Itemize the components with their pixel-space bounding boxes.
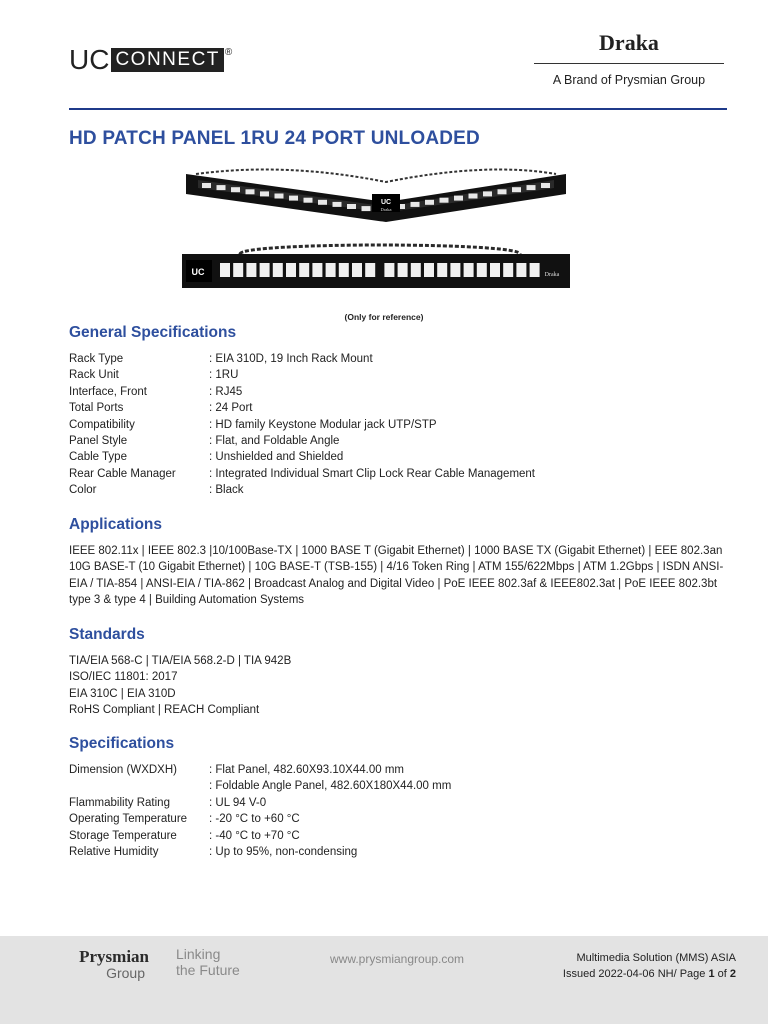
document-title: HD PATCH PANEL 1RU 24 PORT UNLOADED (69, 128, 480, 149)
draka-brand-block (534, 30, 724, 87)
general-specifications-heading: General Specifications (69, 324, 237, 341)
port-slot (527, 185, 536, 190)
port-slot (512, 187, 521, 192)
standards-line: EIA 310C | EIA 310D (69, 687, 176, 700)
port-slot (304, 198, 313, 203)
image-caption: (Only for reference) (344, 312, 424, 322)
port-slot (260, 263, 270, 277)
port-slot (450, 263, 460, 277)
spec-label: Total Ports (69, 402, 124, 415)
port-slot (477, 263, 487, 277)
brand-tagline: A Brand of Prysmian Group (552, 73, 706, 87)
slogan-line-1: Linking (176, 946, 221, 962)
port-slot (326, 263, 336, 277)
spec-value: : 24 Port (209, 402, 253, 415)
port-slot (437, 263, 447, 277)
spec-value: : Foldable Angle Panel, 482.60X180X44.00 mm (209, 780, 452, 793)
port-slot (318, 200, 327, 205)
spec-row (69, 433, 535, 449)
port-slot (273, 263, 283, 277)
port-slot (233, 263, 243, 277)
standards-list (69, 653, 729, 719)
spec-label: Cable Type (69, 451, 127, 464)
spec-label: Relative Humidity (69, 846, 159, 859)
prysmian-logo-text: Prysmian (79, 947, 149, 966)
spec-label: Color (69, 484, 97, 497)
spec-value: : Flat Panel, 482.60X93.10X44.00 mm (209, 764, 404, 776)
prysmian-group-logo (69, 948, 149, 980)
standards-line: TIA/EIA 568-C | TIA/EIA 568.2-D | TIA 942B (69, 655, 292, 667)
port-slot (483, 191, 492, 196)
port-slot (260, 191, 269, 196)
port-slot (347, 204, 356, 209)
spec-row (69, 417, 535, 433)
spec-label: Rack Type (69, 353, 124, 365)
flat-patch-panel-image (180, 238, 572, 296)
port-slot (339, 263, 349, 277)
spec-row (69, 828, 451, 844)
port-slot (246, 189, 255, 194)
port-slot (286, 263, 296, 277)
port-slot (231, 187, 240, 192)
page-total: 2 (729, 968, 736, 980)
port-slot (469, 194, 478, 199)
spec-row (69, 795, 451, 811)
port-slot (220, 263, 230, 277)
slogan-line-2: the Future (176, 962, 240, 978)
port-slot (362, 206, 371, 211)
spec-label: Compatibility (69, 418, 135, 431)
specifications-heading: Specifications (69, 735, 175, 752)
spec-value: : RJ45 (209, 385, 243, 398)
page-of: of (714, 968, 730, 980)
spec-label: Dimension (WXDXH) (69, 764, 177, 776)
port-slot (289, 196, 298, 201)
spec-value: : -40 °C to +70 °C (209, 829, 300, 842)
port-slot (464, 263, 474, 277)
port-slot (541, 183, 550, 188)
port-slot (202, 183, 211, 188)
document-meta (563, 950, 736, 982)
panel-brand-text: Draka (380, 207, 392, 212)
spec-label: Flammability Rating (69, 796, 170, 809)
spec-value: : Flat, and Foldable Angle (209, 435, 340, 448)
logo-connect-text: CONNECT (111, 48, 223, 72)
issued-text: Issued 2022-04-06 NH/ Page (562, 968, 709, 980)
website-url: www.prysmiangroup.com (330, 952, 465, 966)
port-slot (299, 263, 309, 277)
applications-text: IEEE 802.11x | IEEE 802.3 |10/100Base-TX | 1000 BASE T (Gigabit Ethernet) | 1000 BASE TX (Gigabit Ethernet) | EEE 802.3an 10G BASE-T (10 Gigabit Ethernet) | 10G BASE-T (TSB-155) | 4/16 Token Ring | ATM 155/622Mbps | ATM 1.2Gbps | ISDN ANSI-EIA / TIA-854 | ANSI-EIA / TIA-862 | Broadcast Analog and Digital Video | PoE IEEE 802.3af & IEEE802.3at | PoE IEEE 802.3bt type 3 & type 4 | Building Automation Systems (69, 545, 724, 607)
port-slot (530, 263, 540, 277)
spec-row (69, 384, 535, 400)
brand-divider (534, 63, 724, 64)
spec-value: : Integrated Individual Smart Clip Lock Rear Cable Management (209, 467, 536, 480)
header-rule (69, 108, 727, 110)
group-logo-text: Group (106, 965, 145, 981)
spec-value: : UL 94 V-0 (209, 796, 267, 809)
spec-row (69, 367, 535, 383)
spec-value: : HD family Keystone Modular jack UTP/STP (209, 418, 437, 431)
page-current: 1 (708, 968, 715, 980)
standards-line: ISO/IEC 11801: 2017 (69, 671, 178, 684)
specifications-table (69, 762, 451, 860)
issue-info (563, 966, 736, 982)
spec-row (69, 762, 451, 778)
port-slot (411, 202, 420, 207)
port-slot (411, 263, 421, 277)
spec-value: : -20 °C to +60 °C (209, 813, 300, 826)
port-slot (424, 263, 434, 277)
spec-label: Rear Cable Manager (69, 467, 176, 480)
port-slot (352, 263, 362, 277)
spec-value: : EIA 310D, 19 Inch Rack Mount (209, 353, 373, 365)
flat-panel-brand-text: Draka (544, 272, 560, 278)
port-slot (246, 263, 256, 277)
port-slot (490, 263, 500, 277)
spec-label: Operating Temperature (69, 813, 188, 826)
spec-row (69, 449, 535, 465)
port-slot (275, 194, 284, 199)
port-slot (425, 200, 434, 205)
port-slot (440, 198, 449, 203)
division-name: Multimedia Solution (MMS) ASIA (576, 952, 736, 964)
port-slot (217, 185, 226, 190)
draka-logo-text: Draka (599, 30, 659, 55)
ucconnect-logo (69, 45, 232, 75)
linking-the-future-slogan (176, 946, 240, 978)
spec-value: : Unshielded and Shielded (209, 451, 344, 464)
spec-label: Rack Unit (69, 369, 119, 382)
standards-line: RoHS Compliant | REACH Compliant (69, 704, 260, 717)
spec-row (69, 482, 535, 498)
spec-value: : 1RU (209, 369, 239, 382)
spec-row (69, 778, 451, 794)
port-slot (503, 263, 513, 277)
spec-value: : Black (209, 484, 244, 497)
flat-panel-brand-mark: UC (191, 267, 205, 277)
spec-row (69, 400, 535, 416)
logo-uc-text: UC (69, 44, 110, 75)
standards-heading: Standards (69, 626, 145, 643)
spec-label: Interface, Front (69, 385, 147, 398)
logo-registered-mark: ® (224, 47, 233, 58)
port-slot (384, 263, 394, 277)
angled-patch-panel-image (186, 162, 566, 230)
spec-value: : Up to 95%, non-condensing (209, 846, 358, 859)
port-slot (498, 189, 507, 194)
spec-row (69, 466, 535, 482)
port-slot (312, 263, 322, 277)
port-slot (454, 196, 463, 201)
spec-row (69, 811, 451, 827)
spec-row (69, 351, 535, 367)
applications-heading: Applications (69, 516, 163, 533)
spec-label: Storage Temperature (69, 829, 177, 842)
panel-brand-mark: UC (380, 199, 392, 206)
general-specifications-table (69, 351, 535, 499)
spec-row (69, 844, 451, 860)
port-slot (333, 202, 342, 207)
port-slot (398, 263, 408, 277)
spec-label (69, 778, 209, 794)
spec-label: Panel Style (69, 435, 128, 448)
port-slot (516, 263, 526, 277)
port-slot (365, 263, 375, 277)
